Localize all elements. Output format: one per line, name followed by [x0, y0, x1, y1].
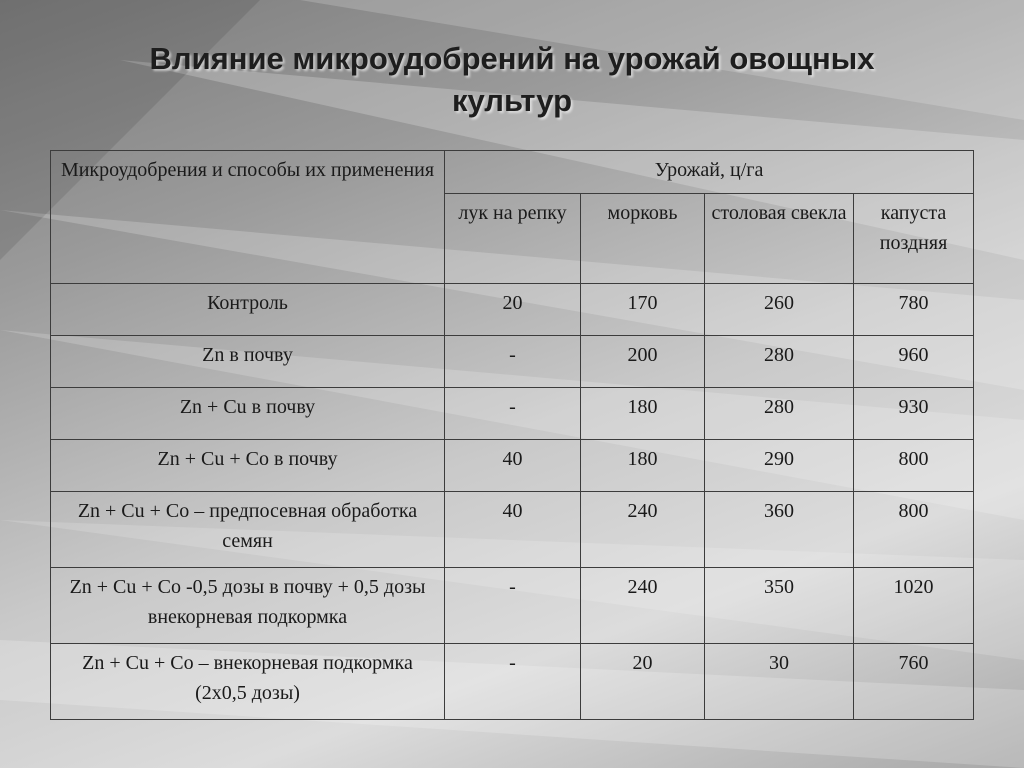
title-line-2: культур — [451, 83, 573, 118]
slide-title — [80, 38, 944, 122]
value-cell: 170 — [581, 284, 705, 336]
methods-header: Микроудобрения и способы их применения — [51, 151, 445, 284]
value-cell: 780 — [854, 284, 974, 336]
method-cell: Контроль — [51, 284, 445, 336]
value-cell: 280 — [705, 388, 854, 440]
crop-header-cabbage: капуста поздняя — [854, 194, 974, 284]
value-cell: 350 — [705, 568, 854, 644]
value-cell: 260 — [705, 284, 854, 336]
value-cell: 180 — [581, 440, 705, 492]
value-cell: 280 — [705, 336, 854, 388]
value-cell: - — [445, 644, 581, 720]
value-cell: 1020 — [854, 568, 974, 644]
crop-header-carrot: морковь — [581, 194, 705, 284]
value-cell: 240 — [581, 492, 705, 568]
table-row — [51, 644, 974, 720]
value-cell: 20 — [581, 644, 705, 720]
method-cell: Zn + Cu в почву — [51, 388, 445, 440]
value-cell: 800 — [854, 492, 974, 568]
yield-table — [50, 150, 974, 720]
value-cell: 360 — [705, 492, 854, 568]
method-cell: Zn в почву — [51, 336, 445, 388]
value-cell: 960 — [854, 336, 974, 388]
table-row — [51, 388, 974, 440]
value-cell: - — [445, 336, 581, 388]
table-row — [51, 284, 974, 336]
value-cell: - — [445, 388, 581, 440]
value-cell: 20 — [445, 284, 581, 336]
table-row — [51, 440, 974, 492]
value-cell: 240 — [581, 568, 705, 644]
value-cell: 290 — [705, 440, 854, 492]
method-cell: Zn + Cu + Co в почву — [51, 440, 445, 492]
value-cell: 930 — [854, 388, 974, 440]
table-row — [51, 492, 974, 568]
value-cell: 30 — [705, 644, 854, 720]
method-cell: Zn + Cu + Co – внекорневая подкормка (2х0,5 дозы) — [51, 644, 445, 720]
value-cell: 40 — [445, 440, 581, 492]
value-cell: 760 — [854, 644, 974, 720]
table-row — [51, 336, 974, 388]
crop-header-onion: лук на репку — [445, 194, 581, 284]
value-cell: 800 — [854, 440, 974, 492]
value-cell: 200 — [581, 336, 705, 388]
method-cell: Zn + Cu + Co -0,5 дозы в почву + 0,5 дозы внекорневая подкормка — [51, 568, 445, 644]
yield-header: Урожай, ц/га — [445, 151, 974, 194]
value-cell: 180 — [581, 388, 705, 440]
title-line-1: Влияние микроудобрений на урожай овощных — [149, 41, 875, 76]
method-cell: Zn + Cu + Co – предпосевная обработка семян — [51, 492, 445, 568]
value-cell: - — [445, 568, 581, 644]
header-row — [51, 151, 974, 194]
crop-header-beet: столовая свекла — [705, 194, 854, 284]
value-cell: 40 — [445, 492, 581, 568]
table-row — [51, 568, 974, 644]
